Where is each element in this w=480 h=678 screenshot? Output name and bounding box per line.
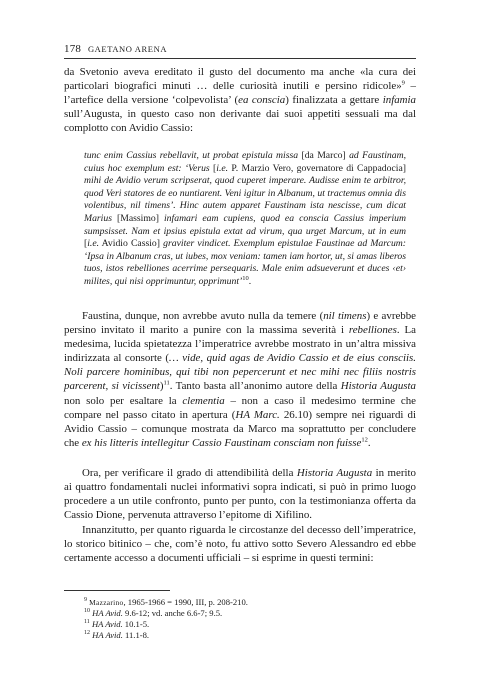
footnote-ref-11[interactable]: 11 xyxy=(163,379,170,387)
paragraph-1: da Svetonio aveva ereditato il gusto del documento ma anche «la cura dei particolari biografici minuti … delle curiosità inutili e persino ridicole»$^9$ – l’artefice della versione ‘colpevolista’ (ea conscia) finalizzata a gettare infamia sull’Augusta, in questo caso non derivante dai suoi appetiti sessuali ma dal complotto con Avidio Cassio: xyxy=(64,66,416,135)
footnote-11: $^{11}$ HA Avid. 10.1-5. xyxy=(84,619,150,629)
footnote-10: $^{10}$ HA Avid. 9.6-12; vd. anche 6.6-7; 9.5. xyxy=(84,608,223,618)
footnote-ref-9[interactable]: 9 xyxy=(401,79,405,87)
paragraph-4: Innanzitutto, per quanto riguarda le circostanze del decesso dell’imperatrice, lo storico bitinico – che, com’è noto, fu attivo sotto Severo Alessandro ed ebbe certamente accesso a documenti ufficiali – si esprime in questi termini: xyxy=(64,524,416,565)
block-quote: tunc enim Cassius rebellavit, ut probat epistula missa [da Marco] ad Faustinam, cuius hoc exemplum est: ‘Verus [i.e. P. Marzio Vero, governatore di Cappadocia] mihi de Avidio verum scripserat, quod cuperet imperare. Audisse enim te arbitror, quod Veri statores de eo nuntiarent. Veni igitur in Albanum, ut tractemus omnia dis volentibus, nil timens’. Hinc autem apparet Faustinam ista nescisse, cum dicat Marius [Massimo] infamari eam cupiens, quod ea conscia Cassius imperium sumpsisset. Nam et ipsius epistula extat ad virum, qua urget Marcum, ut in eum [i.e. Avidio Cassio] graviter vindicet. Exemplum epistulae Faustinae ad Marcum: ‘Ipsa in Albanum cras, ut iubes, mox veniam: tamen iam hortor, ut, si amas liberos tuos, istos rebelliones acerrime persequaris. Male enim adsueverunt et duces ‹et› milites, qui nisi opprimuntur, opprimunt’$^{10}$. xyxy=(84,150,407,287)
header-rule xyxy=(64,58,416,59)
page-number: 178 xyxy=(64,43,82,55)
paragraph-2: Faustina, dunque, non avrebbe avuto nulla da temere (nil timens) e avrebbe persino invitato il marito a punire con la massima severità i rebelliones. La medesima, lucida spietatezza l’imperatrice avrebbe mostrato in un’altra missiva indirizzata al consorte (… vide, quid agas de Avidio Cassio et de eius consciis. Noli parcere hominibus, qui tibi non pepercerunt et nec mihi nec filiis nostris parcerent, si vicissent)$^{11}$. Tanto basta all’anonimo autore della Historia Augusta non solo per esaltare la clementia – non a caso il medesimo termine che compare nel passo citato in apertura (HA Marc. 26.10) sempre nei riguardi di Avidio Cassio – comunque mostrata da Marco ma soprattutto per concludere che ex his litteris intellegitur Cassio Faustinam consciam non fuisse$^{12}$. xyxy=(64,310,416,449)
footnote-rule xyxy=(64,590,170,591)
footnote-ref-10[interactable]: 10 xyxy=(242,274,249,282)
footnote-12: $^{12}$ HA Avid. 11.1-8. xyxy=(84,630,150,640)
running-author: GAETANO ARENA xyxy=(87,44,168,54)
paragraph-3: Ora, per verificare il grado di attendibilità della Historia Augusta in merito ai quattro fondamentali nuclei informativi sopra indicati, si può in primo luogo procedere a un utile confronto, punto per punto, con la testimonianza offerta da Cassio Dione, pervenuta attraverso l’epitome di Xifilino. xyxy=(64,467,416,522)
running-header xyxy=(64,43,167,55)
footnote-9: $^9$ Mazzarino, 1965-1966 = 1990, III, p. 208-210. xyxy=(84,597,248,607)
footnote-ref-12[interactable]: 12 xyxy=(361,436,368,444)
